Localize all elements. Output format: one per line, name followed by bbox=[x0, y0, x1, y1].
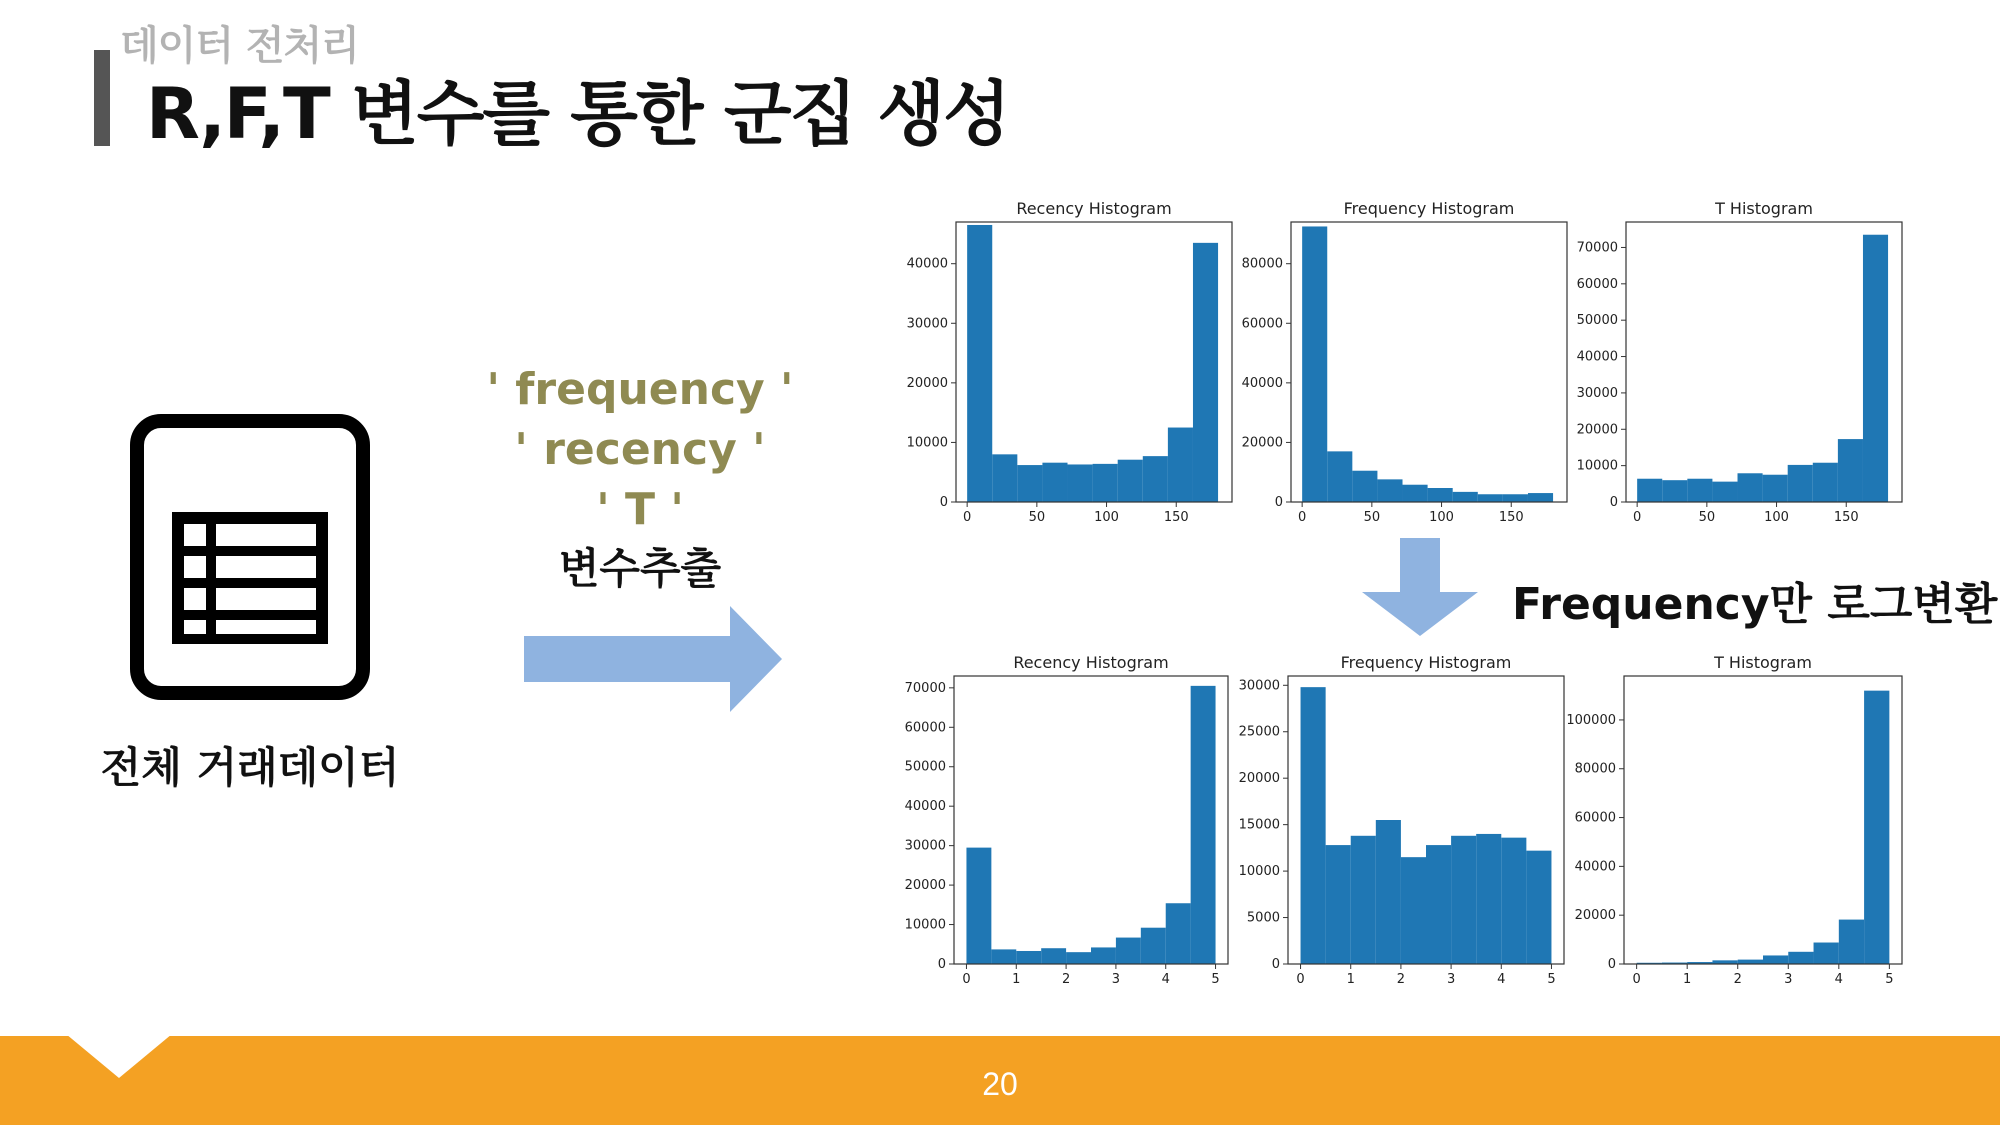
histogram-bar bbox=[1478, 494, 1503, 502]
x-tick-label: 1 bbox=[1346, 972, 1355, 987]
x-tick-label: 2 bbox=[1396, 972, 1406, 987]
y-tick-label: 25000 bbox=[1238, 724, 1280, 740]
y-tick-label: 60000 bbox=[904, 720, 946, 736]
histogram-bar bbox=[1302, 226, 1327, 502]
y-tick-label: 40000 bbox=[904, 799, 946, 815]
x-tick-label: 2 bbox=[1061, 972, 1071, 987]
y-tick-label: 20000 bbox=[1576, 422, 1618, 438]
recency-histogram-bottom bbox=[876, 650, 1236, 990]
y-tick-label: 20000 bbox=[1574, 908, 1616, 924]
histogram-bar bbox=[966, 848, 991, 964]
histogram-bar bbox=[1093, 464, 1118, 502]
page-title: R,F,T 변수를 통한 군집 생성 bbox=[146, 73, 1009, 155]
y-tick-label: 5000 bbox=[1246, 910, 1280, 926]
chart-title: Recency Histogram bbox=[1013, 653, 1169, 672]
y-tick-label: 0 bbox=[1274, 495, 1283, 510]
histogram-bar bbox=[1118, 460, 1143, 502]
down-arrow-icon bbox=[1362, 538, 1478, 636]
chart-title: T Histogram bbox=[1715, 199, 1813, 218]
histogram-bar bbox=[1352, 471, 1377, 502]
y-tick-label: 20000 bbox=[1241, 435, 1283, 451]
histogram-bar bbox=[1301, 687, 1326, 964]
y-tick-label: 40000 bbox=[1574, 859, 1616, 875]
y-tick-label: 10000 bbox=[904, 917, 946, 933]
variable-frequency: ' frequency ' bbox=[486, 364, 794, 415]
histogram-bar bbox=[1863, 235, 1888, 502]
x-tick-label: 1 bbox=[1012, 972, 1021, 987]
histogram-bar bbox=[1453, 492, 1478, 502]
x-tick-label: 5 bbox=[1547, 972, 1556, 987]
x-tick-label: 0 bbox=[962, 972, 971, 987]
y-tick-label: 30000 bbox=[1576, 385, 1618, 401]
x-tick-label: 100 bbox=[1429, 510, 1454, 525]
histogram-bar bbox=[1351, 836, 1376, 964]
histogram-bar bbox=[1428, 488, 1453, 502]
x-tick-label: 100 bbox=[1094, 510, 1119, 525]
variable-t: ' T ' bbox=[596, 484, 684, 535]
y-tick-label: 40000 bbox=[1241, 375, 1283, 391]
y-tick-label: 80000 bbox=[1241, 256, 1283, 272]
y-tick-label: 0 bbox=[1609, 495, 1618, 510]
histogram-bar bbox=[1738, 473, 1763, 502]
chart-title: Recency Histogram bbox=[1016, 199, 1172, 218]
y-tick-label: 100000 bbox=[1566, 712, 1616, 728]
histogram-bar bbox=[1476, 834, 1501, 964]
y-tick-label: 70000 bbox=[904, 680, 946, 696]
x-tick-label: 0 bbox=[1632, 972, 1641, 987]
x-tick-label: 150 bbox=[1163, 510, 1189, 525]
variable-extract-label: 변수추출 bbox=[558, 544, 722, 593]
histogram-bar bbox=[1839, 920, 1864, 964]
histogram-bar bbox=[1143, 456, 1168, 502]
y-tick-label: 80000 bbox=[1574, 761, 1616, 777]
x-tick-label: 5 bbox=[1211, 972, 1220, 987]
chart-title: Frequency Histogram bbox=[1343, 199, 1515, 218]
histogram-bar bbox=[1526, 851, 1551, 964]
histogram-bar bbox=[1166, 903, 1191, 964]
y-tick-label: 30000 bbox=[1238, 678, 1280, 694]
histogram-bar bbox=[1838, 439, 1863, 502]
histogram-bar bbox=[1712, 482, 1737, 502]
histogram-bar bbox=[1763, 475, 1788, 502]
document-label: 전체 거래데이터 bbox=[100, 743, 400, 792]
x-tick-label: 50 bbox=[1028, 510, 1046, 525]
y-tick-label: 50000 bbox=[904, 759, 946, 775]
histogram-bar bbox=[1017, 465, 1042, 502]
y-tick-label: 0 bbox=[1271, 957, 1280, 972]
histogram-bar bbox=[1376, 820, 1401, 964]
spreadsheet-document-icon bbox=[130, 414, 370, 700]
x-tick-label: 50 bbox=[1363, 510, 1381, 525]
histogram-bar bbox=[1662, 480, 1687, 502]
y-tick-label: 70000 bbox=[1576, 240, 1618, 256]
histogram-bar bbox=[1327, 451, 1352, 502]
y-tick-label: 10000 bbox=[1238, 864, 1280, 880]
x-tick-label: 0 bbox=[1633, 510, 1642, 525]
histogram-bar bbox=[1788, 952, 1813, 964]
histogram-bar bbox=[1403, 485, 1428, 502]
y-tick-label: 50000 bbox=[1576, 313, 1618, 329]
y-tick-label: 30000 bbox=[906, 316, 948, 332]
y-tick-label: 10000 bbox=[906, 435, 948, 451]
histogram-bar bbox=[967, 225, 992, 502]
y-tick-label: 60000 bbox=[1576, 276, 1618, 292]
histogram-bar bbox=[1788, 465, 1813, 502]
x-tick-label: 150 bbox=[1833, 510, 1859, 525]
histogram-bar bbox=[1738, 960, 1763, 964]
histogram-bar bbox=[1763, 955, 1788, 964]
histogram-bar bbox=[991, 949, 1016, 964]
x-tick-label: 0 bbox=[1298, 510, 1307, 525]
histogram-bar bbox=[1637, 479, 1662, 502]
chart-title: Frequency Histogram bbox=[1340, 653, 1512, 672]
histogram-bar bbox=[1864, 691, 1889, 964]
page-number: 20 bbox=[982, 1066, 1018, 1102]
x-tick-label: 50 bbox=[1698, 510, 1716, 525]
y-tick-label: 40000 bbox=[1576, 349, 1618, 365]
recency-histogram-top bbox=[880, 196, 1240, 525]
x-tick-label: 1 bbox=[1683, 972, 1692, 987]
histogram-bar bbox=[1068, 464, 1093, 502]
x-tick-label: 2 bbox=[1733, 972, 1742, 987]
variable-recency: ' recency ' bbox=[514, 424, 766, 475]
histogram-bar bbox=[1687, 479, 1712, 502]
histogram-bar bbox=[1501, 838, 1526, 964]
y-tick-label: 15000 bbox=[1238, 817, 1280, 833]
histogram-bar bbox=[1326, 845, 1351, 964]
y-tick-label: 20000 bbox=[1238, 771, 1280, 787]
x-tick-label: 3 bbox=[1784, 972, 1793, 987]
histogram-bar bbox=[1116, 938, 1141, 964]
histogram-bar bbox=[1042, 463, 1067, 502]
x-tick-label: 4 bbox=[1161, 972, 1170, 987]
frequency-histogram-top bbox=[1215, 196, 1575, 525]
section-subtitle: 데이터 전처리 bbox=[120, 23, 359, 69]
histogram-bar bbox=[1813, 463, 1838, 502]
right-arrow-icon bbox=[524, 606, 784, 712]
y-tick-label: 0 bbox=[937, 957, 946, 972]
title-accent-bar bbox=[94, 50, 110, 146]
y-tick-label: 30000 bbox=[904, 838, 946, 854]
x-tick-label: 3 bbox=[1446, 972, 1456, 987]
histogram-bar bbox=[1066, 952, 1091, 964]
x-tick-label: 0 bbox=[1296, 972, 1305, 987]
y-tick-label: 60000 bbox=[1241, 316, 1283, 332]
histogram-bar bbox=[1041, 948, 1066, 964]
y-tick-label: 20000 bbox=[904, 878, 946, 894]
y-tick-label: 0 bbox=[939, 495, 948, 510]
x-tick-label: 100 bbox=[1764, 510, 1789, 525]
x-tick-label: 4 bbox=[1834, 972, 1843, 987]
y-tick-label: 40000 bbox=[906, 256, 948, 272]
chart-title: T Histogram bbox=[1714, 653, 1812, 672]
x-tick-label: 0 bbox=[963, 510, 972, 525]
histogram-bar bbox=[1426, 845, 1451, 964]
histogram-bar bbox=[1141, 928, 1166, 964]
t-histogram-bottom bbox=[1550, 650, 1910, 990]
frequency-histogram-bottom bbox=[1212, 650, 1572, 990]
y-tick-label: 20000 bbox=[906, 375, 948, 391]
histogram-bar bbox=[1016, 951, 1041, 964]
histogram-bar bbox=[1091, 947, 1116, 964]
y-tick-label: 60000 bbox=[1574, 810, 1616, 826]
x-tick-label: 3 bbox=[1111, 972, 1121, 987]
histogram-bar bbox=[992, 454, 1017, 502]
x-tick-label: 150 bbox=[1498, 510, 1524, 525]
histogram-bar bbox=[1451, 836, 1476, 964]
histogram-bar bbox=[1377, 479, 1402, 502]
variable-list bbox=[460, 360, 820, 540]
t-histogram-top bbox=[1550, 196, 1910, 525]
log-transform-label: Frequency만 로그변환 bbox=[1512, 579, 1998, 630]
y-tick-label: 10000 bbox=[1576, 458, 1618, 474]
histogram-bar bbox=[1503, 494, 1528, 502]
histogram-bar bbox=[1168, 428, 1193, 502]
histogram-bar bbox=[1401, 857, 1426, 964]
x-tick-label: 5 bbox=[1885, 972, 1894, 987]
x-tick-label: 4 bbox=[1497, 972, 1506, 987]
y-tick-label: 0 bbox=[1607, 957, 1616, 972]
histogram-bar bbox=[1814, 943, 1839, 964]
